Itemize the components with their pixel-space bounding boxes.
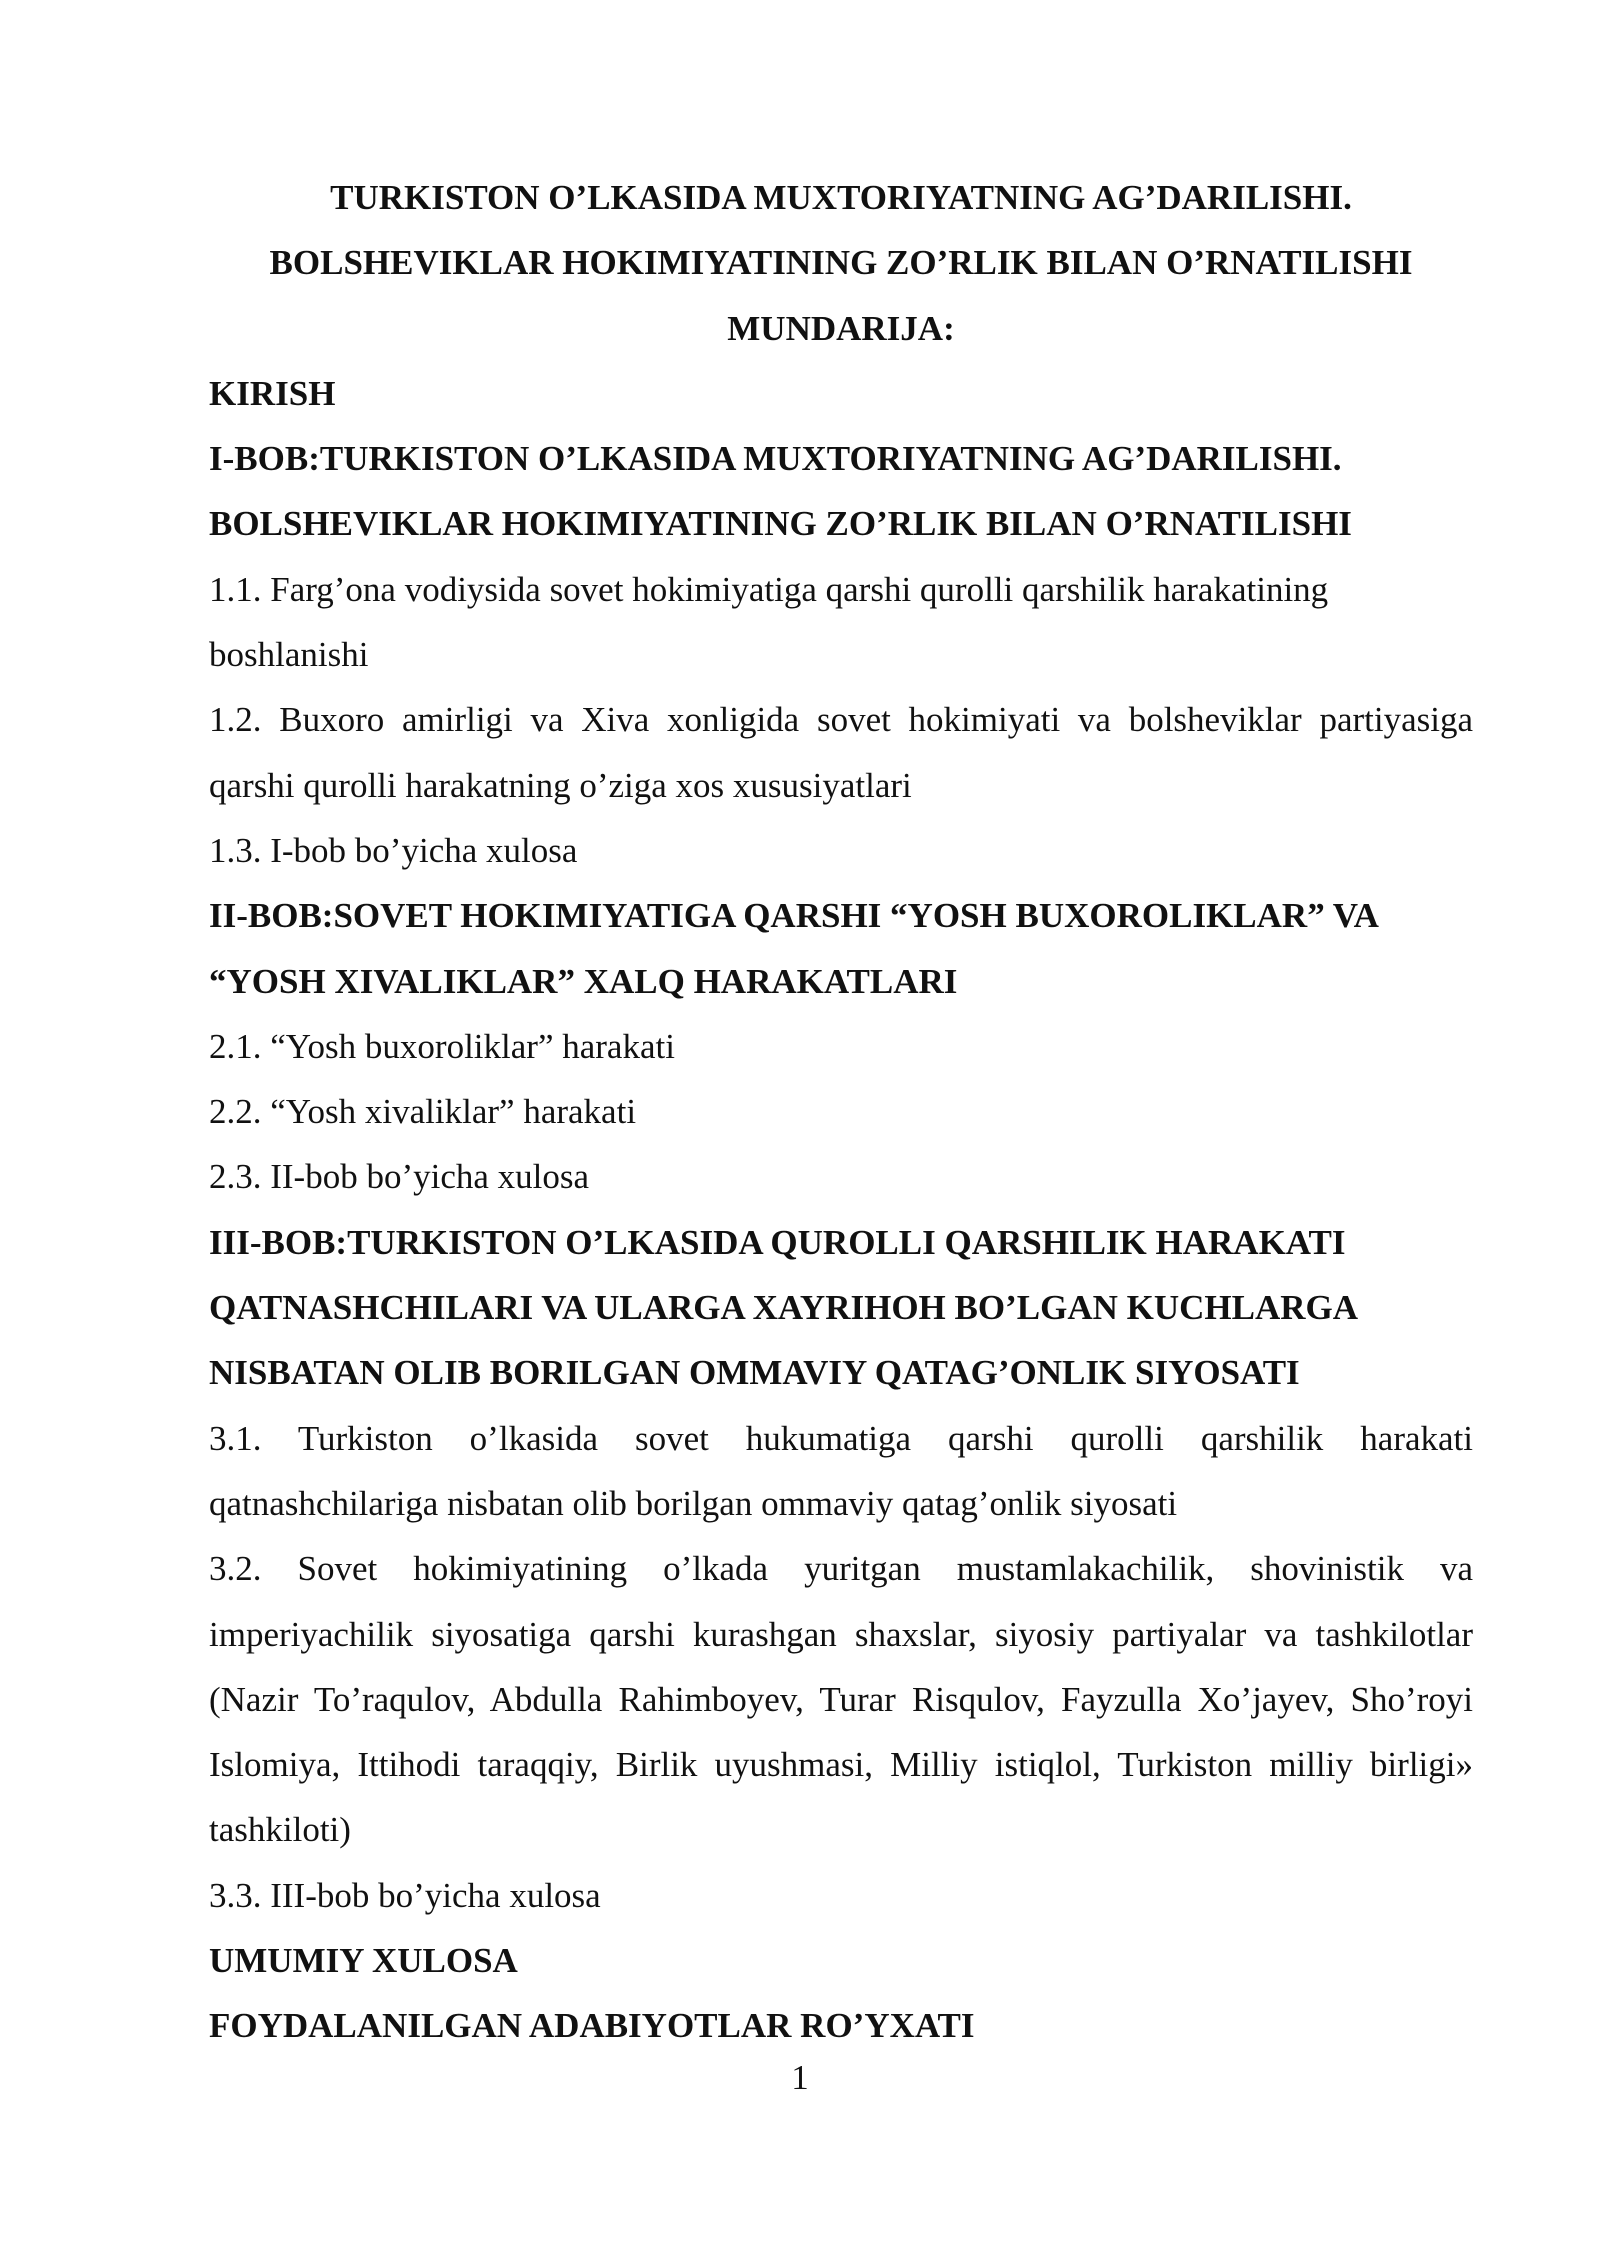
document-title-line-2: BOLSHEVIKLAR HOKIMIYATINING ZO’RLIK BILAN O’RNATILISHI bbox=[269, 243, 1413, 283]
toc-intro: KIRISH bbox=[209, 373, 336, 413]
toc-chapter-3-heading: III-BOB:TURKISTON O’LKASIDA QUROLLI QARSHILIK HARAKATI QATNASHCHILARI VA ULARGA XAYRIHOH BO’LGAN KUCHLARGA NISBATAN OLIB BORILGAN OMMAVIY QATAG’ONLIK SIYOSATI bbox=[209, 1222, 1357, 1393]
toc-chapter-2-heading: II-BOB:SOVET HOKIMIYATIGA QARSHI “YOSH BUXOROLIKLAR” VA “YOSH XIVALIKLAR” XALQ HARAKATLARI bbox=[209, 896, 1377, 1001]
toc-item-3-2: 3.2. Sovet hokimiyatining o’lkada yuritgan mustamlakachilik, shovinistik va imperiyachilik siyosatiga qarshi kurashgan shaxslar, siyosiy partiyalar va tashkilotlar (Nazir To’raqulov, Abdulla Rahimboyev, Turar Risqulov, Fayzulla Xo’jayev, Sho’royi Islomiya, Ittihodi taraqqiy, Birlik uyushmasi, Milliy istiqlol, Turkiston milliy birligi» tashkiloti) bbox=[209, 1549, 1473, 1850]
toc-conclusion: UMUMIY XULOSA bbox=[209, 1941, 518, 1981]
toc-item-2-2: 2.2. “Yosh xivaliklar” harakati bbox=[209, 1092, 637, 1132]
page-number: 1 bbox=[791, 2058, 809, 2097]
table-of-contents bbox=[209, 165, 1473, 2059]
toc-item-1-3: 1.3. I-bob bo’yicha xulosa bbox=[209, 830, 578, 870]
toc-item-1-1: 1.1. Farg’ona vodiysida sovet hokimiyatiga qarshi qurolli qarshilik harakatining boshlanishi bbox=[209, 569, 1329, 675]
toc-item-1-2: 1.2. Buxoro amirligi va Xiva xonligida sovet hokimiyati va bolsheviklar partiyasiga qarshi qurolli harakatning o’ziga xos xususiyatlari bbox=[209, 700, 1473, 805]
toc-references: FOYDALANILGAN ADABIYOTLAR RO’YXATI bbox=[209, 2006, 975, 2046]
contents-heading: MUNDARIJA: bbox=[727, 308, 955, 348]
toc-item-3-1: 3.1. Turkiston o’lkasida sovet hukumatiga qarshi qurolli qarshilik harakati qatnashchilariga nisbatan olib borilgan ommaviy qatag’onlik siyosati bbox=[209, 1418, 1473, 1523]
toc-item-3-3: 3.3. III-bob bo’yicha xulosa bbox=[209, 1875, 601, 1915]
toc-chapter-1-heading: I-BOB:TURKISTON O’LKASIDA MUXTORIYATNING AG’DARILISHI. BOLSHEVIKLAR HOKIMIYATINING ZO’RLIK BILAN O’RNATILISHI bbox=[209, 439, 1352, 544]
toc-item-2-3: 2.3. II-bob bo’yicha xulosa bbox=[209, 1157, 590, 1197]
document-title-line-1: TURKISTON O’LKASIDA MUXTORIYATNING AG’DARILISHI. bbox=[330, 178, 1352, 217]
toc-item-2-1: 2.1. “Yosh buxoroliklar” harakati bbox=[209, 1026, 675, 1066]
